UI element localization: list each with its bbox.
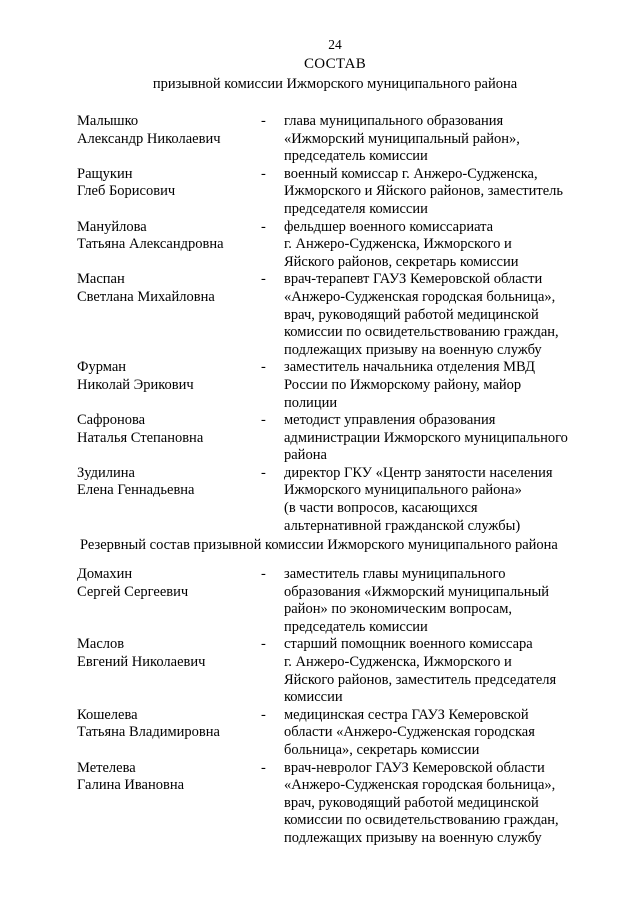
member-name: [77, 359, 257, 394]
member-role-line: председателя комиссии: [284, 200, 428, 217]
member-dash: -: [261, 218, 266, 235]
member-name: [77, 760, 257, 795]
member-role-line: заместитель начальника отделения МВД: [284, 359, 536, 376]
member-name-line: Мануйлова: [77, 218, 147, 235]
reserve-title: Резервный состав призывной комиссии Ижморского муниципального района: [80, 537, 558, 553]
member-entry: [77, 636, 597, 706]
member-role-line: Ижморского и Яйского районов, заместитель: [284, 183, 563, 200]
member-role-line: медицинская сестра ГАУЗ Кемеровской: [284, 706, 529, 723]
member-name-line: Татьяна Александровна: [77, 236, 224, 253]
member-dash: -: [261, 566, 266, 582]
member-role: [284, 113, 594, 166]
member-role-line: подлежащих призыву на военную службу: [284, 829, 542, 846]
member-entry: [77, 465, 597, 535]
member-entry: [77, 566, 597, 636]
member-entry: [77, 707, 597, 760]
member-role: [284, 760, 594, 848]
member-name: [77, 412, 257, 447]
member-role-line: больница», секретарь комиссии: [284, 741, 480, 758]
member-entry: [77, 760, 597, 848]
member-role: [284, 271, 594, 359]
member-role-line: «Анжеро-Судженская городская больница»,: [284, 288, 556, 305]
member-name: [77, 166, 257, 201]
member-dash: -: [261, 464, 266, 481]
member-role-line: глава муниципального образования: [284, 113, 504, 129]
member-role-line: врач, руководящий работой медицинской: [284, 794, 539, 811]
member-role-line: района: [284, 447, 327, 464]
member-dash: -: [261, 636, 266, 653]
main-members-list: [77, 113, 597, 535]
member-name-line: Домахин: [77, 566, 133, 582]
member-name-line: Ращукин: [77, 165, 133, 182]
member-name-line: Евгений Николаевич: [77, 653, 206, 670]
member-role: [284, 166, 594, 219]
member-role: [284, 636, 594, 706]
member-name-line: Елена Геннадьевна: [77, 482, 195, 499]
member-role: [284, 465, 594, 535]
member-role-line: врач-терапевт ГАУЗ Кемеровской области: [284, 271, 543, 288]
member-role-line: директор ГКУ «Центр занятости населения: [284, 464, 553, 481]
member-role-line: председатель комиссии: [284, 148, 428, 165]
member-name-line: Светлана Михайловна: [77, 288, 215, 305]
member-name: [77, 219, 257, 254]
member-entry: [77, 113, 597, 166]
member-role-line: комиссии: [284, 689, 343, 706]
member-name-line: Маслов: [77, 636, 125, 653]
member-role-line: полиции: [284, 394, 338, 411]
member-name: [77, 465, 257, 500]
member-name-line: Малышко: [77, 113, 139, 129]
member-role: [284, 412, 594, 465]
member-role-line: комиссии по освидетельствованию граждан,: [284, 812, 559, 829]
member-name-line: Александр Николаевич: [77, 130, 221, 147]
member-role-line: Яйского районов, заместитель председателя: [284, 671, 557, 688]
member-name: [77, 113, 257, 148]
member-role-line: врач, руководящий работой медицинской: [284, 306, 539, 323]
member-role-line: «Ижморский муниципальный район»,: [284, 130, 520, 147]
member-name: [77, 271, 257, 306]
member-entry: [77, 359, 597, 412]
member-name-line: Сафронова: [77, 412, 146, 429]
member-entry: [77, 412, 597, 465]
member-name-line: Метелева: [77, 759, 136, 776]
member-dash: -: [261, 271, 266, 288]
member-role: [284, 219, 594, 272]
member-dash: -: [261, 759, 266, 776]
member-role-line: Яйского районов, секретарь комиссии: [284, 253, 519, 270]
member-name-line: Зудилина: [77, 464, 135, 481]
member-dash: -: [261, 165, 266, 182]
member-entry: [77, 166, 597, 219]
member-role-line: «Анжеро-Судженская городская больница»,: [284, 777, 556, 794]
member-role-line: г. Анжеро-Судженска, Ижморского и: [284, 236, 512, 253]
member-role-line: г. Анжеро-Судженска, Ижморского и: [284, 653, 512, 670]
member-role: [284, 359, 594, 412]
member-role-line: врач-невролог ГАУЗ Кемеровской области: [284, 759, 545, 776]
member-dash: -: [261, 412, 266, 429]
member-dash: -: [261, 359, 266, 376]
member-name: [77, 566, 257, 601]
member-dash: -: [261, 113, 266, 129]
member-role-line: фельдшер военного комиссариата: [284, 218, 494, 235]
member-name-line: Фурман: [77, 359, 127, 376]
member-role-line: администрации Ижморского муниципального: [284, 429, 568, 446]
member-role-line: комиссии по освидетельствованию граждан,: [284, 324, 559, 341]
member-dash: -: [261, 706, 266, 723]
member-entry: [77, 219, 597, 272]
page-number: 24: [328, 37, 342, 52]
document-subtitle: призывной комиссии Ижморского муниципального района: [152, 76, 518, 92]
member-role-line: образования «Ижморский муниципальный: [284, 583, 550, 600]
member-role: [284, 566, 594, 636]
member-name-line: Наталья Степановна: [77, 429, 204, 446]
member-role-line: подлежащих призыву на военную службу: [284, 341, 542, 358]
member-role-line: заместитель главы муниципального: [284, 566, 506, 582]
member-role-line: военный комиссар г. Анжеро-Судженска,: [284, 165, 538, 182]
member-role-line: методист управления образования: [284, 412, 496, 429]
member-role-line: области «Анжеро-Судженская городская: [284, 724, 535, 741]
member-name: [77, 636, 257, 671]
member-name-line: Глеб Борисович: [77, 183, 176, 200]
member-role-line: альтернативной гражданской службы): [284, 517, 521, 534]
member-name-line: Кошелева: [77, 706, 138, 723]
member-name: [77, 707, 257, 742]
member-name-line: Николай Эрикович: [77, 376, 194, 393]
document-title: СОСТАВ: [303, 56, 367, 72]
member-name-line: Галина Ивановна: [77, 777, 185, 794]
member-role-line: (в части вопросов, касающихся: [284, 500, 478, 517]
member-name-line: Маспан: [77, 271, 125, 288]
member-role-line: Ижморского муниципального района»: [284, 482, 522, 499]
member-role: [284, 707, 594, 760]
reserve-members-list: [77, 566, 597, 848]
member-name-line: Сергей Сергеевич: [77, 583, 189, 600]
member-role-line: старший помощник военного комиссара: [284, 636, 533, 653]
member-role-line: России по Ижморскому району, майор: [284, 376, 522, 393]
member-role-line: председатель комиссии: [284, 618, 428, 635]
member-name-line: Татьяна Владимировна: [77, 724, 220, 741]
member-entry: [77, 271, 597, 359]
member-role-line: район» по экономическим вопросам,: [284, 601, 513, 618]
